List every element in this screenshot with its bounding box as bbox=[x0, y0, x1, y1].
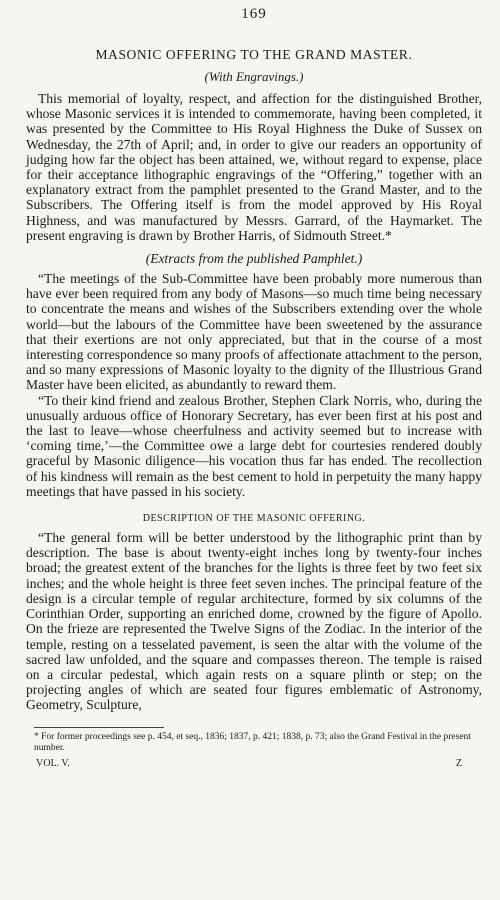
signature-mark: Z bbox=[455, 757, 462, 769]
extract-heading: (Extracts from the published Pamphlet.) bbox=[145, 251, 363, 267]
volume-mark: VOL. V. bbox=[36, 757, 70, 769]
page-footer bbox=[36, 758, 462, 769]
footnote: * For former proceedings see p. 454, et seq., 1836; 1837, p. 421; 1838, p. 73; also the Grand Festival in the present number. bbox=[34, 731, 471, 753]
article-title: MASONIC OFFERING TO THE GRAND MASTER. bbox=[95, 47, 413, 62]
extract-paragraph-2: “To their kind friend and zealous Brother, Stephen Clark Norris, who, during the unusually arduous office of Honorary Secretary, has ever been first at his post and the last to leave—whose cheerfulness and activity seemed but to increase with ‘coming time,’—the Committee owe a large debt for courtesies rendered doubly graceful by Masonic diligence—his vocation thus far has ended. The recollection of his kindness will remain as the best cement to hold in perpetuity the many happy meetings that have passed in his society. bbox=[26, 392, 482, 499]
extract-paragraph-1: “The meetings of the Sub-Committee have been probably more numerous than have ever been required from any body of Masons—so much time being necessary to concentrate the means and wishes of the Subscribers extending over the whole world—but the labours of the Committee have been sweetened by the assurance that their exertions are not only appreciated, but that in the course of a most interesting correspondence so many proofs of affectionate attachment to the person, and so many expressions of Masonic loyalty to the dignity of the Illustrious Grand Master have been elicited, as abundantly to reward them. bbox=[26, 271, 482, 393]
footnote-divider bbox=[34, 727, 164, 728]
intro-paragraph: This memorial of loyalty, respect, and affection for the distinguished Brother, whose Masonic services it is intended to commemorate, having been completed, it was presented by the Committee to His Royal Highness the Duke of Sussex on Wednesday, the 27th of April; and, in order to give our readers an opportunity of judging how far the object has been attained, we, without regard to expense, place for their acceptance lithographic engravings of the “Offering,” together with an explanatory extract from the pamphlet presented to the Grand Master, and to the Subscribers. The Offering itself is from the model approved by His Royal Highness, and was manufactured by Messrs. Garrard, of the Haymarket. The present engraving is drawn by Brother Harris, of Sidmouth Street.* bbox=[26, 91, 482, 243]
description-paragraph: “The general form will be better understood by the lithographic print than by description. The base is about twenty-eight inches long by twenty-four inches broad; the greatest extent of the branches for the lights is three feet by two feet six inches; and the whole height is three feet seven inches. The principal feature of the design is a circular temple of regular architecture, formed by six columns of the Corinthian Order, supporting an enriched dome, crowned by the figure of Apollo. On the frieze are represented the Twelve Signs of the Zodiac. In the interior of the temple, resting on a tesselated pavement, is seen the altar with the volume of the sacred law unfolded, and the square and compasses thereon. The temple is raised on a circular pedestal, which again rests on a square plinth or step; on the projecting angles of which are seated four figures emblematic of Astronomy, Geometry, Sculpture, bbox=[26, 530, 482, 713]
page-number: 169 bbox=[241, 6, 267, 22]
article-subtitle: (With Engravings.) bbox=[204, 69, 304, 84]
description-heading: DESCRIPTION OF THE MASONIC OFFERING. bbox=[142, 513, 366, 525]
